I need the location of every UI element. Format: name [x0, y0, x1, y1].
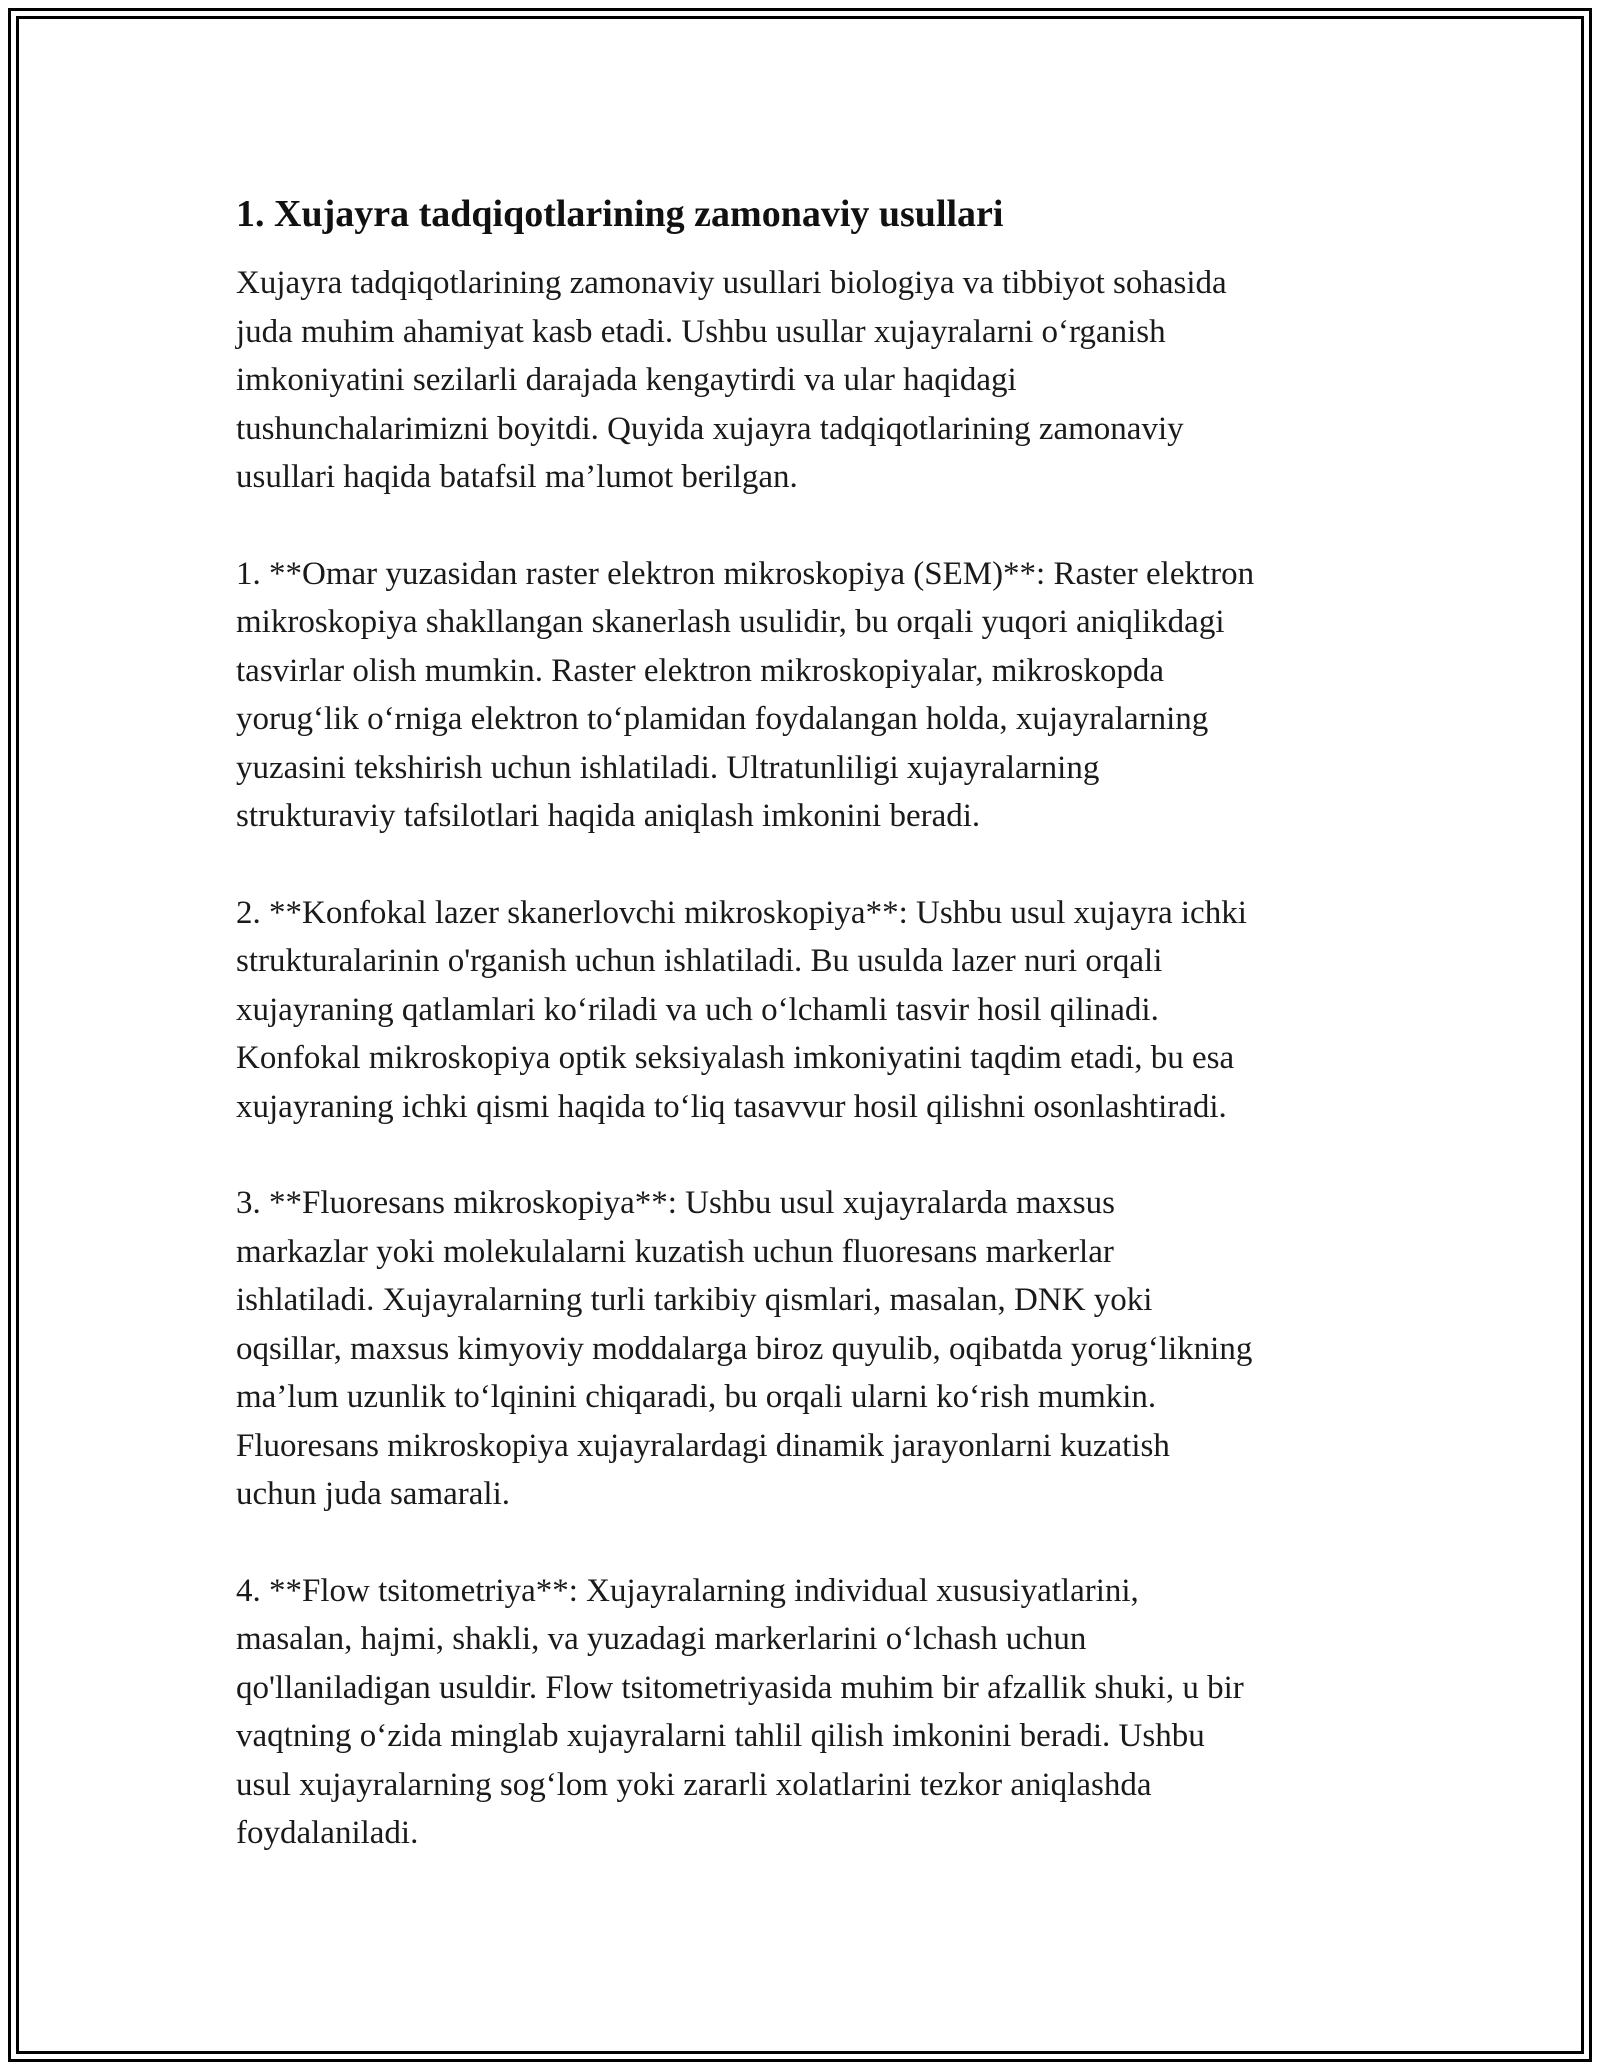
paragraph-sem: 1. **Omar yuzasidan raster elektron mikroskopiya (SEM)**: Raster elektron mikroskopiya shakllangan skanerlash usulidir, bu orqali yuqori aniqlikdagi tasvirlar olish mumkin. Raster elektron mikroskopiyalar, mikroskopda yorug‘lik o‘rniga elektron to‘plamidan foydalangan holda, xujayralarning yuzasini tekshirish uchun ishlatiladi. Ultratunliligi xujayralarning strukturaviy tafsilotlari haqida aniqlash imkonini beradi. — [236, 555, 1255, 834]
paragraph-flow-cytometry: 4. **Flow tsitometriya**: Xujayralarning individual xususiyatlarini, masalan, hajmi, shakli, va yuzadagi markerlarini o‘lchash uchun qo'llaniladigan usuldir. Flow tsitometriyasida muhim bir afzallik shuki, u bir vaqtning o‘zida minglab xujayralarni tahlil qilish imkonini beradi. Ushbu usul xujayralarning sog‘lom yoki zararli xolatlarini tezkor aniqlashda foydalaniladi. — [236, 1572, 1244, 1851]
document-title: 1. Xujayra tadqiqotlarining zamonaviy usullari — [236, 193, 1004, 235]
paragraph-fluorescence: 3. **Fluoresans mikroskopiya**: Ushbu usul xujayralarda maxsus markazlar yoki molekulalarni kuzatish uchun fluoresans markerlar ishlatiladi. Xujayralarning turli tarkibiy qismlari, masalan, DNK yoki oqsillar, maxsus kimyoviy moddalarga biroz quyulib, oqibatda yorug‘likning ma’lum uzunlik to‘lqinini chiqaradi, bu orqali ularni ko‘rish mumkin. Fluoresans mikroskopiya xujayralardagi dinamik jarayonlarni kuzatish uchun juda samarali. — [236, 1185, 1253, 1512]
intro-paragraph: Xujayra tadqiqotlarining zamonaviy usullari biologiya va tibbiyot sohasida juda muhim ahamiyat kasb etadi. Ushbu usullar xujayralarni o‘rganish imkoniyatini sezilarli darajada kengaytirdi va ular haqidagi tushunchalarimizni boyitdi. Quyida xujayra tadqiqotlarining zamonaviy usullari haqida batafsil ma’lumot berilgan. — [236, 265, 1227, 495]
paragraph-confocal: 2. **Konfokal lazer skanerlovchi mikroskopiya**: Ushbu usul xujayra ichki strukturalarinin o'rganish uchun ishlatiladi. Bu usulda lazer nuri orqali xujayraning qatlamlari ko‘riladi va uch o‘lchamli tasvir hosil qilinadi. Konfokal mikroskopiya optik seksiyalash imkoniyatini taqdim etadi, bu esa xujayraning ichki qismi haqida to‘liq tasavvur hosil qilishni osonlashtiradi. — [236, 894, 1247, 1125]
document-body — [236, 187, 1386, 1858]
